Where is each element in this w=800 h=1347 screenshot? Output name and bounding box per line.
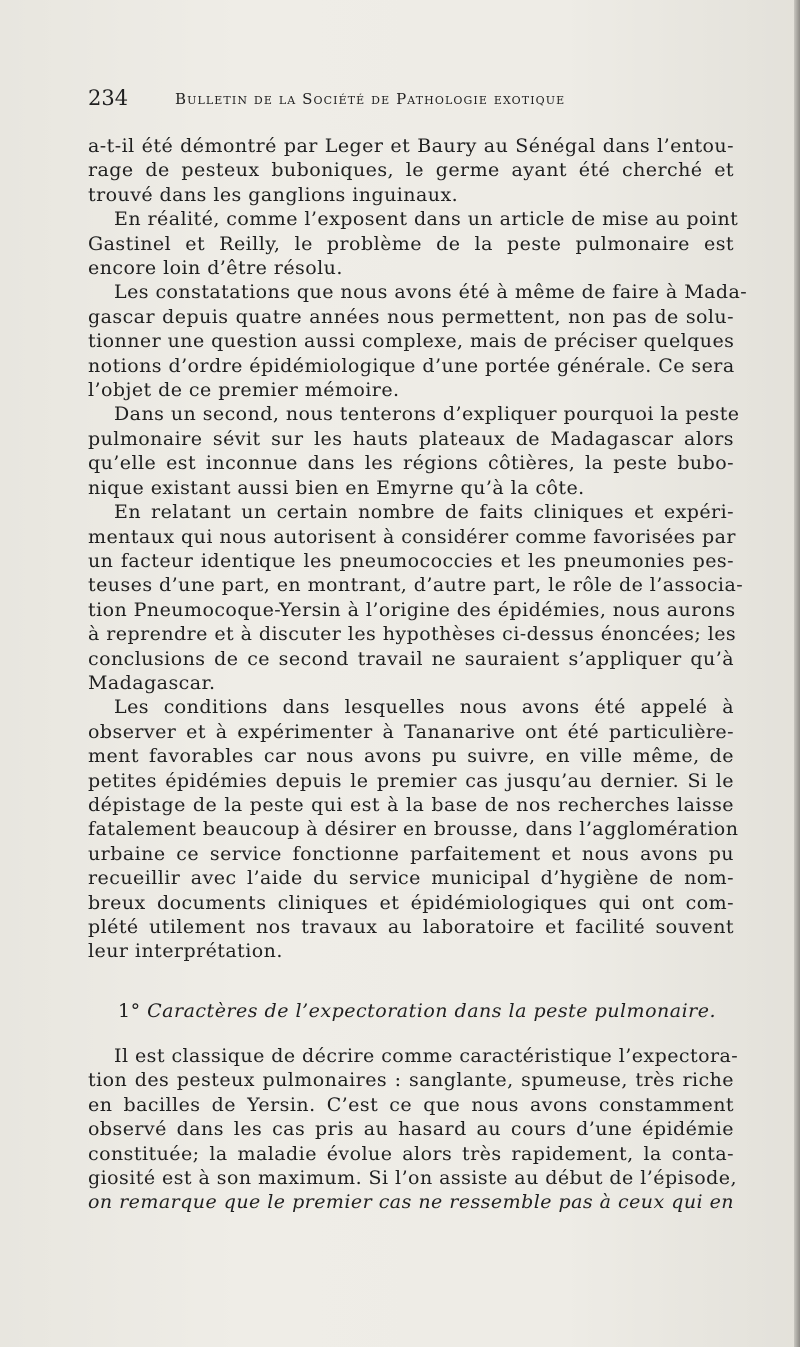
text-line: observé dans les cas pris au hasard au cours d’une épidémie — [88, 1118, 734, 1141]
text-line: gascar depuis quatre années nous permettent, non pas de solu- — [88, 305, 734, 328]
text-line: tion des pesteux pulmonaires : sanglante, spumeuse, très riche — [88, 1069, 734, 1092]
text-line: urbaine ce service fonctionne parfaitement et nous avons pu — [88, 842, 734, 865]
text-line: En relatant un certain nombre de faits cliniques et expéri- — [114, 501, 734, 524]
text-line: pulmonaire sévit sur les hauts plateaux de Madagascar alors — [88, 427, 734, 450]
text-line: notions d’ordre épidémiologique d’une portée générale. Ce sera — [88, 354, 735, 377]
text-line: Gastinel et Reilly, le problème de la peste pulmonaire est — [88, 232, 734, 255]
text-line: Dans un second, nous tenterons d’expliquer pourquoi la peste — [114, 403, 740, 426]
text-line: breux documents cliniques et épidémiologiques qui ont com- — [88, 891, 734, 914]
text-line: ment favorables car nous avons pu suivre, en ville même, de — [88, 745, 734, 768]
paragraph-2 — [88, 207, 739, 280]
text-line: a-t-il été démontré par Leger et Baury au Sénégal dans l’entou- — [88, 135, 734, 157]
text-line: Il est classique de décrire comme caractéristique l’expectora- — [114, 1045, 739, 1067]
paragraph-6 — [88, 695, 739, 963]
text-line: tion Pneumocoque-Yersin à l’origine des épidémies, nous aurons — [88, 598, 736, 621]
text-line: recueillir avec l’aide du service municipal d’hygiène de nom- — [88, 867, 734, 890]
text-line: Les constatations que nous avons été à même de faire à Mada- — [114, 281, 748, 304]
text-line: Madagascar. — [88, 671, 216, 694]
text-line: trouvé dans les ganglions inguinaux. — [88, 183, 459, 206]
text-line: teuses d’une part, en montrant, d’autre part, le rôle de l’associa- — [88, 574, 744, 597]
section-title-text: Caractères de l’expectoration dans la peste pulmonaire. — [147, 1000, 717, 1022]
paragraph-7 — [88, 1044, 739, 1215]
text-line: observer et à expérimenter à Tananarive ont été particulière- — [88, 720, 734, 743]
paragraph-4 — [88, 402, 740, 500]
paragraph-3 — [88, 280, 748, 402]
page-edge-shadow — [794, 0, 800, 1347]
text-line: nique existant aussi bien en Emyrne qu’à la côte. — [88, 476, 585, 499]
text-line: rage de pesteux buboniques, le germe ayant été cherché et — [88, 159, 734, 182]
body-text-section — [88, 1044, 739, 1215]
text-line: leur interprétation. — [88, 940, 283, 963]
text-line: qu’elle est inconnue dans les régions côtières, la peste bubo- — [88, 452, 734, 475]
text-line: l’objet de ce premier mémoire. — [88, 379, 400, 402]
running-head: Bulletin de la Société de Pathologie exotique — [175, 90, 566, 108]
text-line: dépistage de la peste qui est à la base de nos recherches laisse — [88, 793, 734, 816]
text-line: conclusions de ce second travail ne sauraient s’appliquer qu’à — [88, 647, 734, 670]
paragraph-5 — [88, 500, 744, 695]
text-line-italic: on remarque que le premier cas ne ressemble pas à ceux qui en — [88, 1191, 734, 1214]
text-line: constituée; la maladie évolue alors très rapidement, la conta- — [88, 1142, 734, 1165]
section-heading — [118, 1000, 716, 1022]
paragraph-1 — [88, 134, 734, 207]
text-line: En réalité, comme l’exposent dans un article de mise au point — [114, 208, 739, 231]
text-line: mentaux qui nous autorisent à considérer comme favorisées par — [88, 525, 736, 548]
text-line: petites épidémies depuis le premier cas jusqu’au dernier. Si le — [88, 769, 734, 792]
page-number: 234 — [88, 86, 129, 110]
text-line: en bacilles de Yersin. C’est ce que nous avons constamment — [88, 1093, 734, 1116]
text-line: encore loin d’être résolu. — [88, 257, 343, 280]
text-line: tionner une question aussi complexe, mais de préciser quelques — [88, 330, 735, 353]
text-line: un facteur identique les pneumococcies et les pneumonies pes- — [88, 549, 734, 572]
text-line: à reprendre et à discuter les hypothèses ci-dessus énoncées; les — [88, 623, 737, 646]
text-line: plété utilement nos travaux au laboratoire et facilité souvent — [88, 916, 734, 938]
text-line: Les conditions dans lesquelles nous avons été appelé à — [114, 696, 734, 719]
section-number: 1° — [118, 1000, 141, 1022]
text-line: fatalement beaucoup à désirer en brousse, dans l’agglomération — [88, 818, 739, 841]
page-header — [88, 86, 738, 116]
body-text — [88, 134, 748, 964]
text-line: giosité est à son maximum. Si l’on assiste au début de l’épisode, — [88, 1167, 737, 1190]
